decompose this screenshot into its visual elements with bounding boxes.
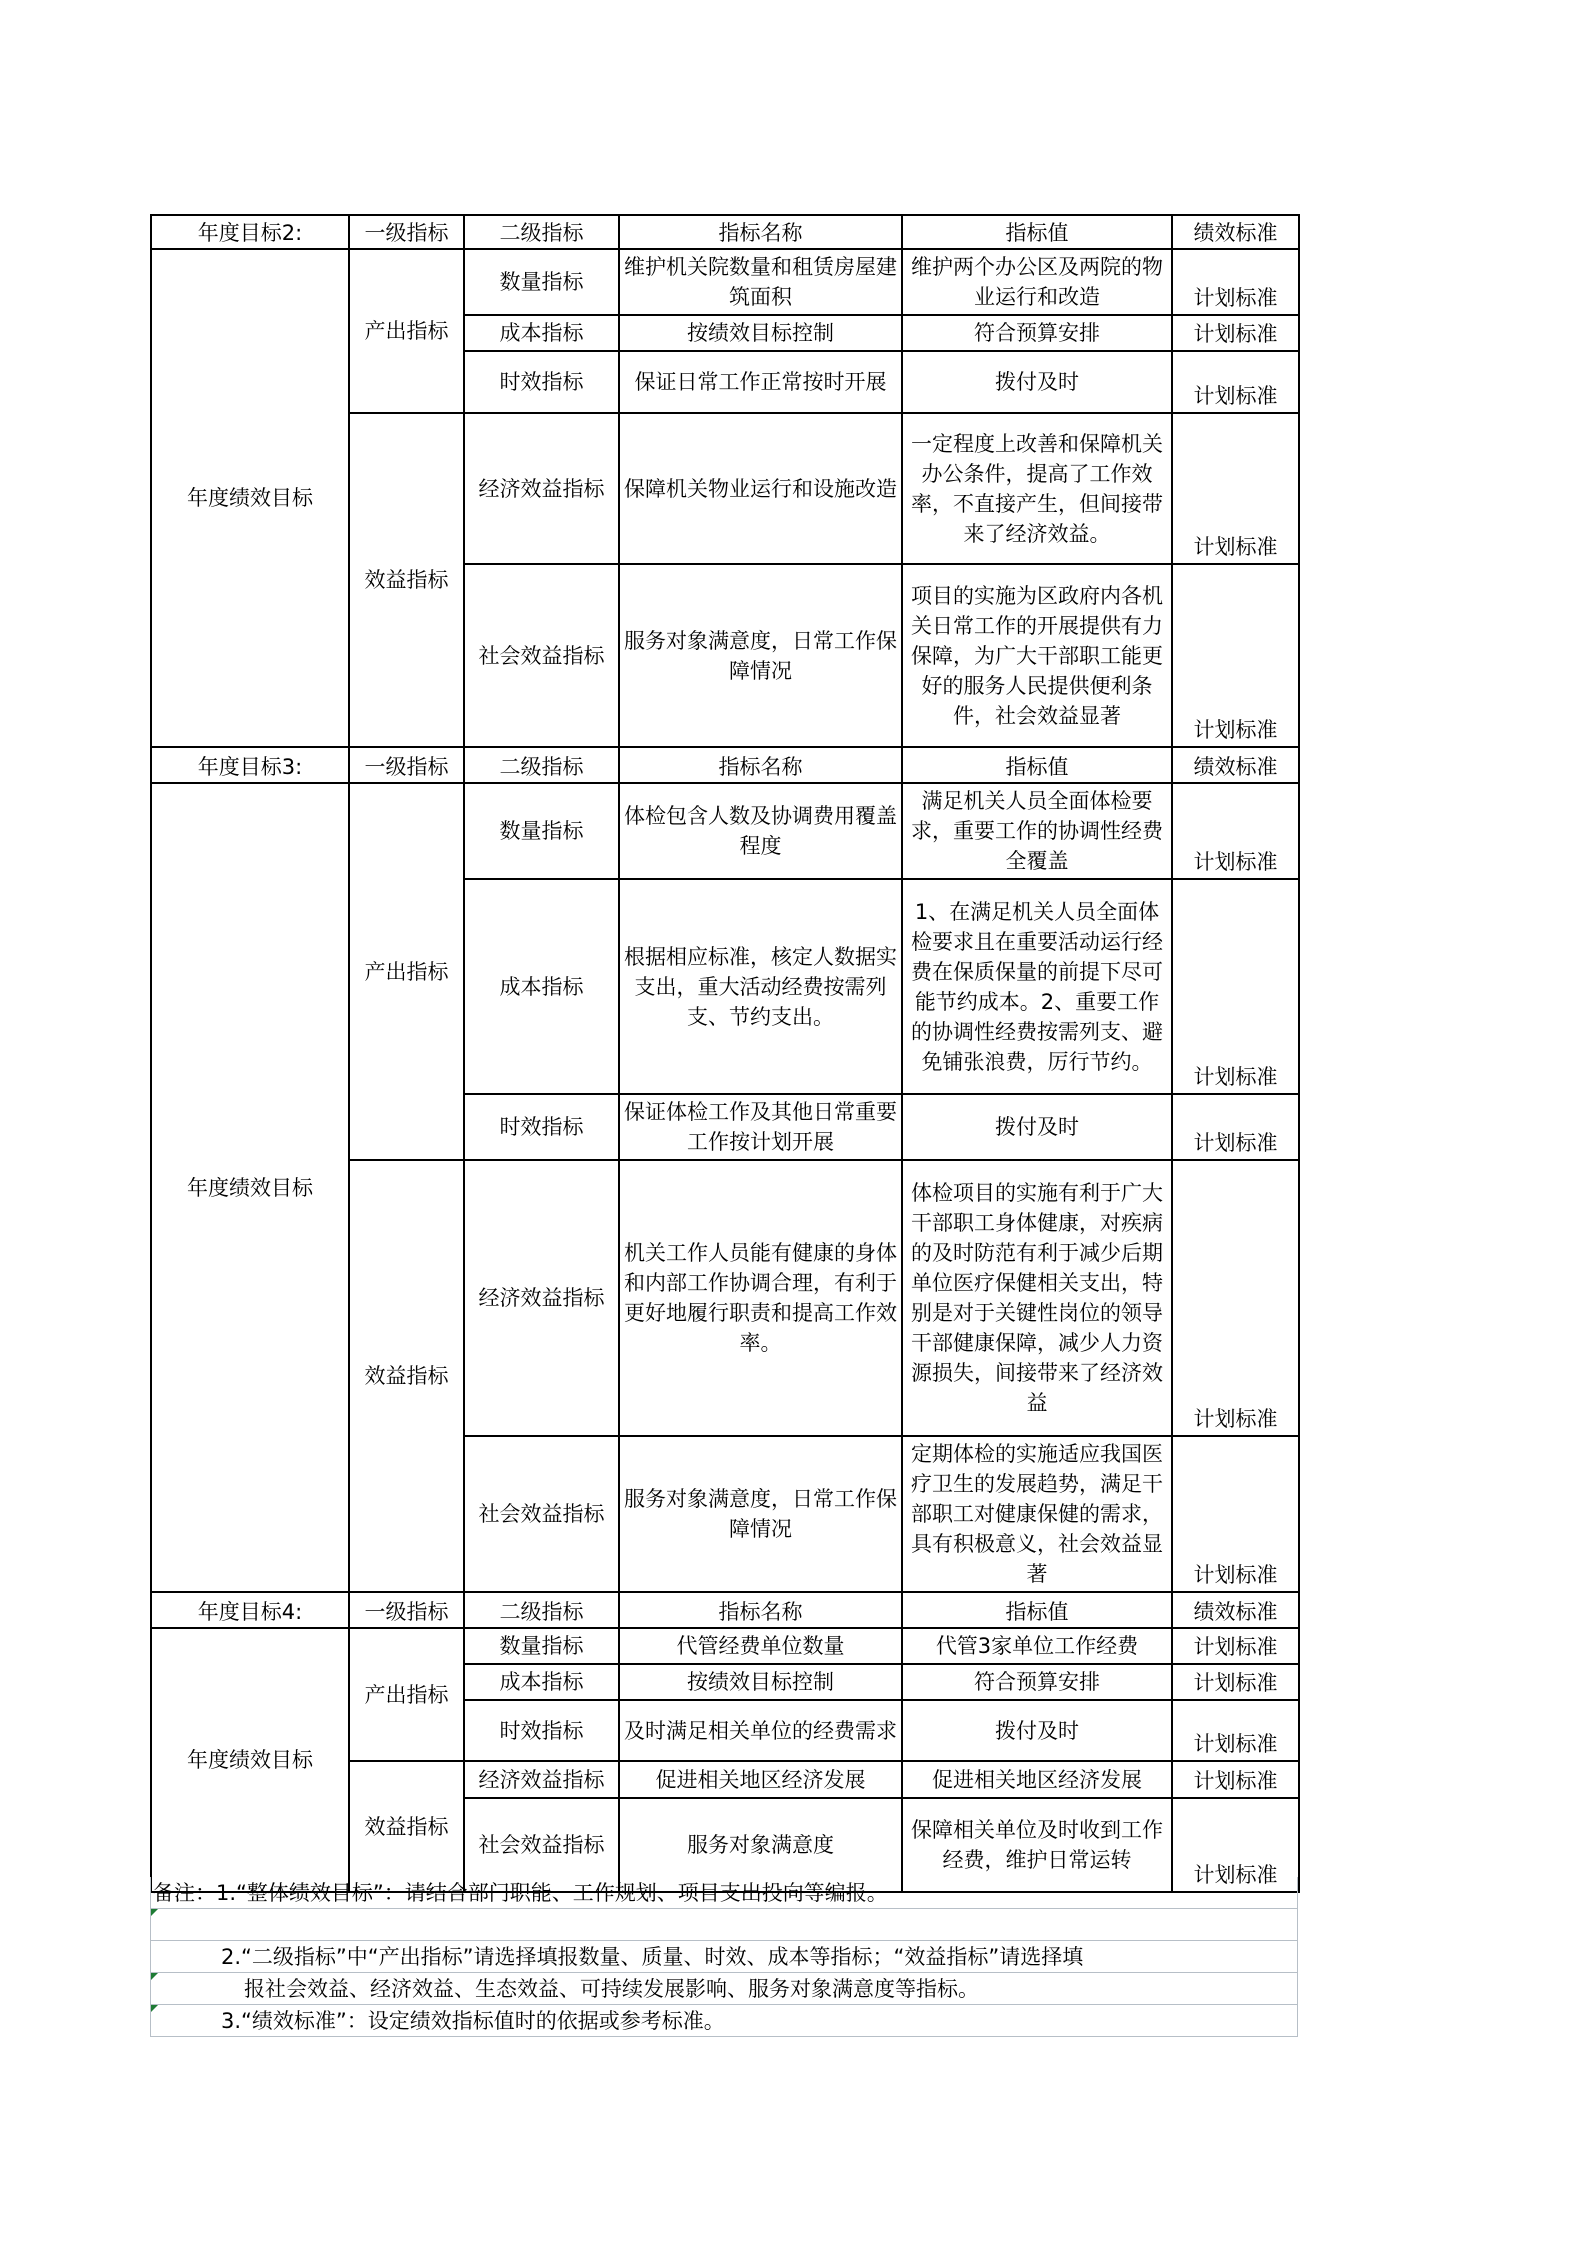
- output-cell: 产出指标: [349, 783, 464, 1160]
- note-text: 报社会效益、经济效益、生态效益、可持续发展影响、服务对象满意度等指标。: [244, 1977, 979, 2001]
- indicator-value: 保障相关单位及时收到工作经费，维护日常运转: [902, 1798, 1172, 1892]
- annual-goal-cell: 年度绩效目标: [151, 1628, 349, 1892]
- indicator-value: 满足机关人员全面体检要求，重要工作的协调性经费全覆盖: [902, 783, 1172, 879]
- output-cell: 产出指标: [349, 249, 464, 413]
- indicator-value: 一定程度上改善和保障机关办公条件，提高了工作效率，不直接产生，但间接带来了经济效益。: [902, 413, 1172, 564]
- annual-goal-cell: 年度绩效目标: [151, 783, 349, 1592]
- level2-header: 二级指标: [464, 747, 619, 783]
- standard-cell: 计划标准: [1172, 1094, 1299, 1160]
- indicator-value: 拨付及时: [902, 1094, 1172, 1160]
- performance-table: [150, 214, 1300, 1893]
- standard-cell: 计划标准: [1172, 1700, 1299, 1761]
- level2-header: 二级指标: [464, 1592, 619, 1628]
- indicator-name: 代管经费单位数量: [619, 1628, 902, 1664]
- indicator-name: 及时满足相关单位的经费需求: [619, 1700, 902, 1761]
- standard-cell: 计划标准: [1172, 1160, 1299, 1436]
- name-header: 指标名称: [619, 747, 902, 783]
- table-row: [151, 783, 1299, 879]
- goal3-header-row: [151, 747, 1299, 783]
- indicator-value: 符合预算安排: [902, 315, 1172, 351]
- level1-header: 一级指标: [349, 1592, 464, 1628]
- standard-cell: 计划标准: [1172, 315, 1299, 351]
- standard-header: 绩效标准: [1172, 1592, 1299, 1628]
- level2-header: 二级指标: [464, 215, 619, 249]
- standard-header: 绩效标准: [1172, 747, 1299, 783]
- standard-cell: 计划标准: [1172, 1664, 1299, 1700]
- standard-cell: 计划标准: [1172, 249, 1299, 315]
- notes-section: [150, 1877, 1298, 2037]
- indicator-name: 保证体检工作及其他日常重要工作按计划开展: [619, 1094, 902, 1160]
- note-line-3: [150, 1973, 1298, 2005]
- name-header: 指标名称: [619, 215, 902, 249]
- indicator-value: 拨付及时: [902, 1700, 1172, 1761]
- economic-cell: 经济效益指标: [464, 413, 619, 564]
- indicator-name: 促进相关地区经济发展: [619, 1761, 902, 1798]
- standard-header: 绩效标准: [1172, 215, 1299, 249]
- standard-cell: 计划标准: [1172, 1761, 1299, 1798]
- note-line-1: [150, 1877, 1298, 1909]
- note-text: 3.“绩效标准”：设定绩效指标值时的依据或参考标准。: [221, 2009, 725, 2033]
- benefit-cell: 效益指标: [349, 1160, 464, 1592]
- output-cell: 产出指标: [349, 1628, 464, 1761]
- standard-cell: 计划标准: [1172, 783, 1299, 879]
- indicator-name: 保障机关物业运行和设施改造: [619, 413, 902, 564]
- goal-label: 年度目标3:: [151, 747, 349, 783]
- cost-cell: 成本指标: [464, 315, 619, 351]
- note-line-2: [150, 1941, 1298, 1973]
- timeliness-cell: 时效指标: [464, 1700, 619, 1761]
- standard-cell: 计划标准: [1172, 351, 1299, 413]
- value-header: 指标值: [902, 747, 1172, 783]
- annual-goal-cell: 年度绩效目标: [151, 249, 349, 747]
- quantity-cell: 数量指标: [464, 1628, 619, 1664]
- economic-cell: 经济效益指标: [464, 1761, 619, 1798]
- indicator-value: 符合预算安排: [902, 1664, 1172, 1700]
- benefit-cell: 效益指标: [349, 1761, 464, 1892]
- standard-cell: 计划标准: [1172, 1628, 1299, 1664]
- indicator-value: 体检项目的实施有利于广大干部职工身体健康，对疾病的及时防范有利于减少后期单位医疗保健相关支出，特别是对于关键性岗位的领导干部健康保障，减少人力资源损失，间接带来了经济效益: [902, 1160, 1172, 1436]
- indicator-name: 体检包含人数及协调费用覆盖程度: [619, 783, 902, 879]
- social-cell: 社会效益指标: [464, 1798, 619, 1892]
- value-header: 指标值: [902, 215, 1172, 249]
- indicator-value: 代管3家单位工作经费: [902, 1628, 1172, 1664]
- standard-cell: 计划标准: [1172, 1798, 1299, 1892]
- cost-cell: 成本指标: [464, 1664, 619, 1700]
- goal-label: 年度目标2:: [151, 215, 349, 249]
- indicator-name: 按绩效目标控制: [619, 315, 902, 351]
- value-header: 指标值: [902, 1592, 1172, 1628]
- indicator-value: 维护两个办公区及两院的物业运行和改造: [902, 249, 1172, 315]
- indicator-name: 机关工作人员能有健康的身体和内部工作协调合理，有利于更好地履行职责和提高工作效率。: [619, 1160, 902, 1436]
- indicator-value: 拨付及时: [902, 351, 1172, 413]
- indicator-name: 维护机关院数量和租赁房屋建筑面积: [619, 249, 902, 315]
- standard-cell: 计划标准: [1172, 564, 1299, 747]
- indicator-value: 1、在满足机关人员全面体检要求且在重要活动运行经费在保质保量的前提下尽可能节约成本。2、重要工作的协调性经费按需列支、避免铺张浪费，厉行节约。: [902, 879, 1172, 1094]
- quantity-cell: 数量指标: [464, 783, 619, 879]
- standard-cell: 计划标准: [1172, 879, 1299, 1094]
- note-text: 备注：1.“整体绩效目标”：请结合部门职能、工作规划、项目支出投向等编报。: [153, 1881, 888, 1905]
- quantity-cell: 数量指标: [464, 249, 619, 315]
- timeliness-cell: 时效指标: [464, 351, 619, 413]
- table-row: [151, 1628, 1299, 1664]
- indicator-value: 促进相关地区经济发展: [902, 1761, 1172, 1798]
- standard-cell: 计划标准: [1172, 413, 1299, 564]
- timeliness-cell: 时效指标: [464, 1094, 619, 1160]
- cell-marker-icon: [151, 1909, 158, 1916]
- indicator-name: 根据相应标准，核定人数据实支出，重大活动经费按需列支、节约支出。: [619, 879, 902, 1094]
- note-spacer: [150, 1909, 1298, 1941]
- cell-marker-icon: [151, 1973, 158, 1980]
- goal4-header-row: [151, 1592, 1299, 1628]
- social-cell: 社会效益指标: [464, 1436, 619, 1592]
- economic-cell: 经济效益指标: [464, 1160, 619, 1436]
- level1-header: 一级指标: [349, 215, 464, 249]
- note-line-4: [150, 2005, 1298, 2037]
- indicator-value: 项目的实施为区政府内各机关日常工作的开展提供有力保障，为广大干部职工能更好的服务人民提供便利条件，社会效益显著: [902, 564, 1172, 747]
- indicator-value: 定期体检的实施适应我国医疗卫生的发展趋势，满足干部职工对健康保健的需求，具有积极意义，社会效益显著: [902, 1436, 1172, 1592]
- indicator-name: 按绩效目标控制: [619, 1664, 902, 1700]
- indicator-name: 保证日常工作正常按时开展: [619, 351, 902, 413]
- standard-cell: 计划标准: [1172, 1436, 1299, 1592]
- table-row: [151, 249, 1299, 315]
- note-text: 2.“二级指标”中“产出指标”请选择填报数量、质量、时效、成本等指标；“效益指标”请选择填: [221, 1945, 1084, 1969]
- benefit-cell: 效益指标: [349, 413, 464, 747]
- level1-header: 一级指标: [349, 747, 464, 783]
- goal-label: 年度目标4:: [151, 1592, 349, 1628]
- cell-marker-icon: [151, 2005, 158, 2012]
- goal2-header-row: [151, 215, 1299, 249]
- indicator-name: 服务对象满意度，日常工作保障情况: [619, 564, 902, 747]
- indicator-name: 服务对象满意度，日常工作保障情况: [619, 1436, 902, 1592]
- name-header: 指标名称: [619, 1592, 902, 1628]
- social-cell: 社会效益指标: [464, 564, 619, 747]
- indicator-name: 服务对象满意度: [619, 1798, 902, 1892]
- cost-cell: 成本指标: [464, 879, 619, 1094]
